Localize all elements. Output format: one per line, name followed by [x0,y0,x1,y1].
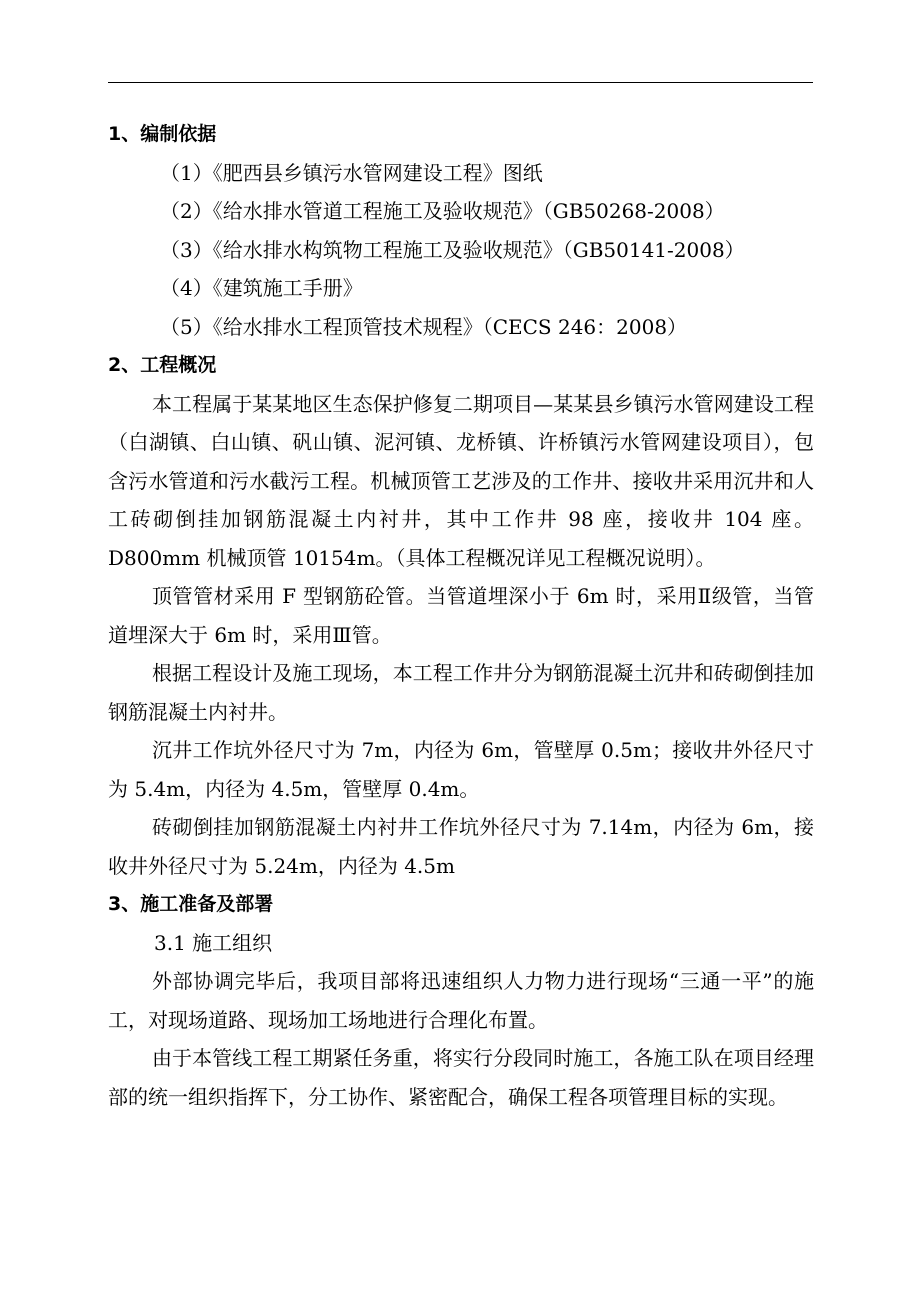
reference-item: （5）《给水排水工程顶管技术规程》（CECS 246：2008） [160,314,688,339]
body-paragraph: 外部协调完毕后，我项目部将迅速组织人力物力进行现场“三通一平”的施工，对现场道路、现场加工场地进行合理化布置。 [108,969,814,1032]
body-paragraph: 沉井工作坑外径尺寸为 7m，内径为 6m，管壁厚 0.5m；接收井外径尺寸为 5.4m，内径为 4.5m，管壁厚 0.4m。 [108,738,814,801]
body-paragraph: 根据工程设计及施工现场，本工程工作井分为钢筋混凝土沉井和砖砌倒挂加钢筋混凝土内衬井。 [108,661,814,724]
header-rule [108,82,813,83]
document-body [108,115,814,1116]
body-paragraph: 由于本管线工程工期紧任务重，将实行分段同时施工，各施工队在项目经理部的统一组织指挥下，分工协作、紧密配合，确保工程各项管理目标的实现。 [108,1046,814,1109]
section-project-overview [108,346,814,885]
reference-item: （4）《建筑施工手册》 [160,276,363,300]
reference-item: （2）《给水排水管道工程施工及验收规范》（GB50268-2008） [160,199,725,223]
section-heading: 3、施工准备及部署 [108,893,274,915]
body-paragraph: 砖砌倒挂加钢筋混凝土内衬井工作坑外径尺寸为 7.14m，内径为 6m，接收井外径尺寸为 5.24m，内径为 4.5m [108,815,814,878]
section-heading: 2、工程概况 [108,354,217,376]
reference-item: （3）《给水排水构筑物工程施工及验收规范》（GB50141-2008） [160,237,745,262]
body-paragraph: 本工程属于某某地区生态保护修复二期项目—某某县乡镇污水管网建设工程（白湖镇、白山镇、矾山镇、泥河镇、龙桥镇、许桥镇污水管网建设项目），包含污水管道和污水截污工程。机械顶管工艺涉及的工作井、接收井采用沉井和人工砖砌倒挂加钢筋混凝土内衬井，其中工作井 98 座，接收井 104 座。D800mm 机械顶管 10154m。（具体工程概况详见工程概况说明）。 [108,391,814,570]
body-paragraph: 顶管管材采用 F 型钢筋砼管。当管道埋深小于 6m 时，采用Ⅱ级管，当管道埋深大于 6m 时，采用Ⅲ管。 [108,584,814,647]
reference-item: （1）《肥西县乡镇污水管网建设工程》图纸 [160,160,543,185]
subsection-heading: 3.1 施工组织 [154,930,273,955]
section-compilation-basis [108,115,814,346]
section-heading: 1、编制依据 [108,123,217,145]
section-construction-preparation [108,885,814,1116]
